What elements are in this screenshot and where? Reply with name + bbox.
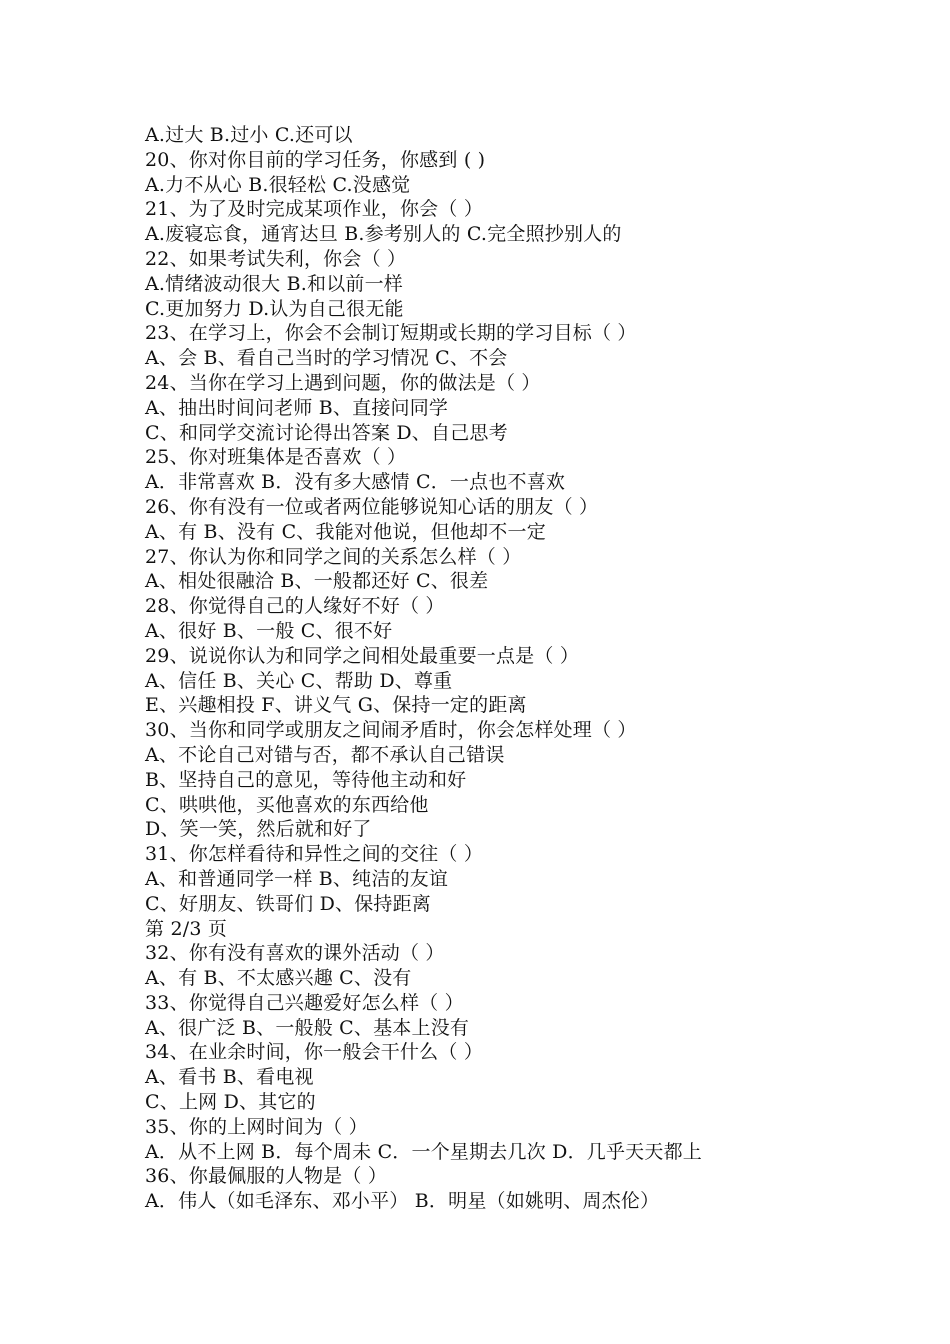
- text-line: A.情绪波动很大 B.和以前一样: [145, 272, 404, 295]
- page-number: 第 2/3 页: [145, 917, 228, 940]
- question-20: 20、你对你目前的学习任务，你感到 ( ): [145, 148, 486, 171]
- text-line: A、有 B、没有 C、我能对他说，但他却不一定: [145, 520, 546, 543]
- text-line: A、抽出时间问老师 B、直接问同学: [145, 396, 449, 419]
- text-line: A、信任 B、关心 C、帮助 D、尊重: [145, 669, 453, 692]
- question-35: 35、你的上网时间为（ ）: [145, 1115, 368, 1138]
- text-line: A、会 B、看自己当时的学习情况 C、不会: [145, 347, 508, 370]
- document-body: [145, 123, 925, 1214]
- question-31: 31、你怎样看待和异性之间的交往（ ）: [145, 843, 484, 866]
- question-21: 21、为了及时完成某项作业，你会（ ）: [145, 198, 484, 221]
- text-line: A、很广泛 B、一般般 C、基本上没有: [145, 1016, 470, 1039]
- question-27: 27、你认为你和同学之间的关系怎么样（ ）: [145, 545, 522, 568]
- text-line: A．从不上网 B．每个周未 C．一个星期去几次 D．几乎天天都上: [145, 1140, 702, 1163]
- question-29: 29、说说你认为和同学之间相处最重要一点是（ ）: [145, 644, 580, 667]
- text-line: A.过大 B.过小 C.还可以: [145, 124, 353, 146]
- question-26: 26、你有没有一位或者两位能够说知心话的朋友（ ）: [145, 495, 599, 518]
- text-line: A、和普通同学一样 B、纯洁的友谊: [145, 867, 449, 890]
- text-line: C、和同学交流讨论得出答案 D、自己思考: [145, 421, 508, 444]
- question-34: 34、在业余时间，你一般会干什么（ ）: [145, 1041, 484, 1064]
- question-30: 30、当你和同学或朋友之间闹矛盾时，你会怎样处理（ ）: [145, 719, 637, 742]
- text-line: A、很好 B、一般 C、很不好: [145, 619, 393, 642]
- question-33: 33、你觉得自己兴趣爱好怎么样（ ）: [145, 991, 464, 1014]
- text-line: A．伟人（如毛泽东、邓小平） B．明星（如姚明、周杰伦）: [145, 1190, 660, 1213]
- question-22: 22、如果考试失利，你会（ ）: [145, 247, 407, 270]
- question-32: 32、你有没有喜欢的课外活动（ ）: [145, 942, 445, 965]
- text-line: C、哄哄他，买他喜欢的东西给他: [145, 793, 429, 816]
- text-line: C、好朋友、铁哥们 D、保持距离: [145, 892, 432, 915]
- text-line: C.更加努力 D.认为自己很无能: [145, 297, 404, 320]
- text-line: A、有 B、不太感兴趣 C、没有: [145, 967, 412, 990]
- text-line: D、笑一笑，然后就和好了: [145, 818, 372, 841]
- text-line: A．非常喜欢 B．没有多大感情 C．一点也不喜欢: [145, 471, 566, 494]
- text-line: A、不论自己对错与否，都不承认自己错误: [145, 743, 505, 766]
- text-line: A.力不从心 B.很轻松 C.没感觉: [145, 173, 411, 196]
- text-line: B、坚持自己的意见，等待他主动和好: [145, 768, 467, 791]
- text-line: E、兴趣相投 F、讲义气 G、保持一定的距离: [145, 694, 527, 717]
- question-24: 24、当你在学习上遇到问题，你的做法是（ ）: [145, 371, 541, 394]
- text-line: A.废寝忘食，通宵达旦 B.参考别人的 C.完全照抄别人的: [145, 223, 622, 246]
- text-line: C、上网 D、其它的: [145, 1091, 316, 1114]
- question-23: 23、在学习上，你会不会制订短期或长期的学习目标（ ）: [145, 322, 637, 345]
- question-36: 36、你最佩服的人物是（ ）: [145, 1165, 388, 1188]
- question-25: 25、你对班集体是否喜欢（ ）: [145, 446, 407, 469]
- question-28: 28、你觉得自己的人缘好不好（ ）: [145, 595, 445, 618]
- text-line: A、看书 B、看电视: [145, 1066, 314, 1089]
- text-line: A、相处很融洽 B、一般都还好 C、很差: [145, 570, 489, 593]
